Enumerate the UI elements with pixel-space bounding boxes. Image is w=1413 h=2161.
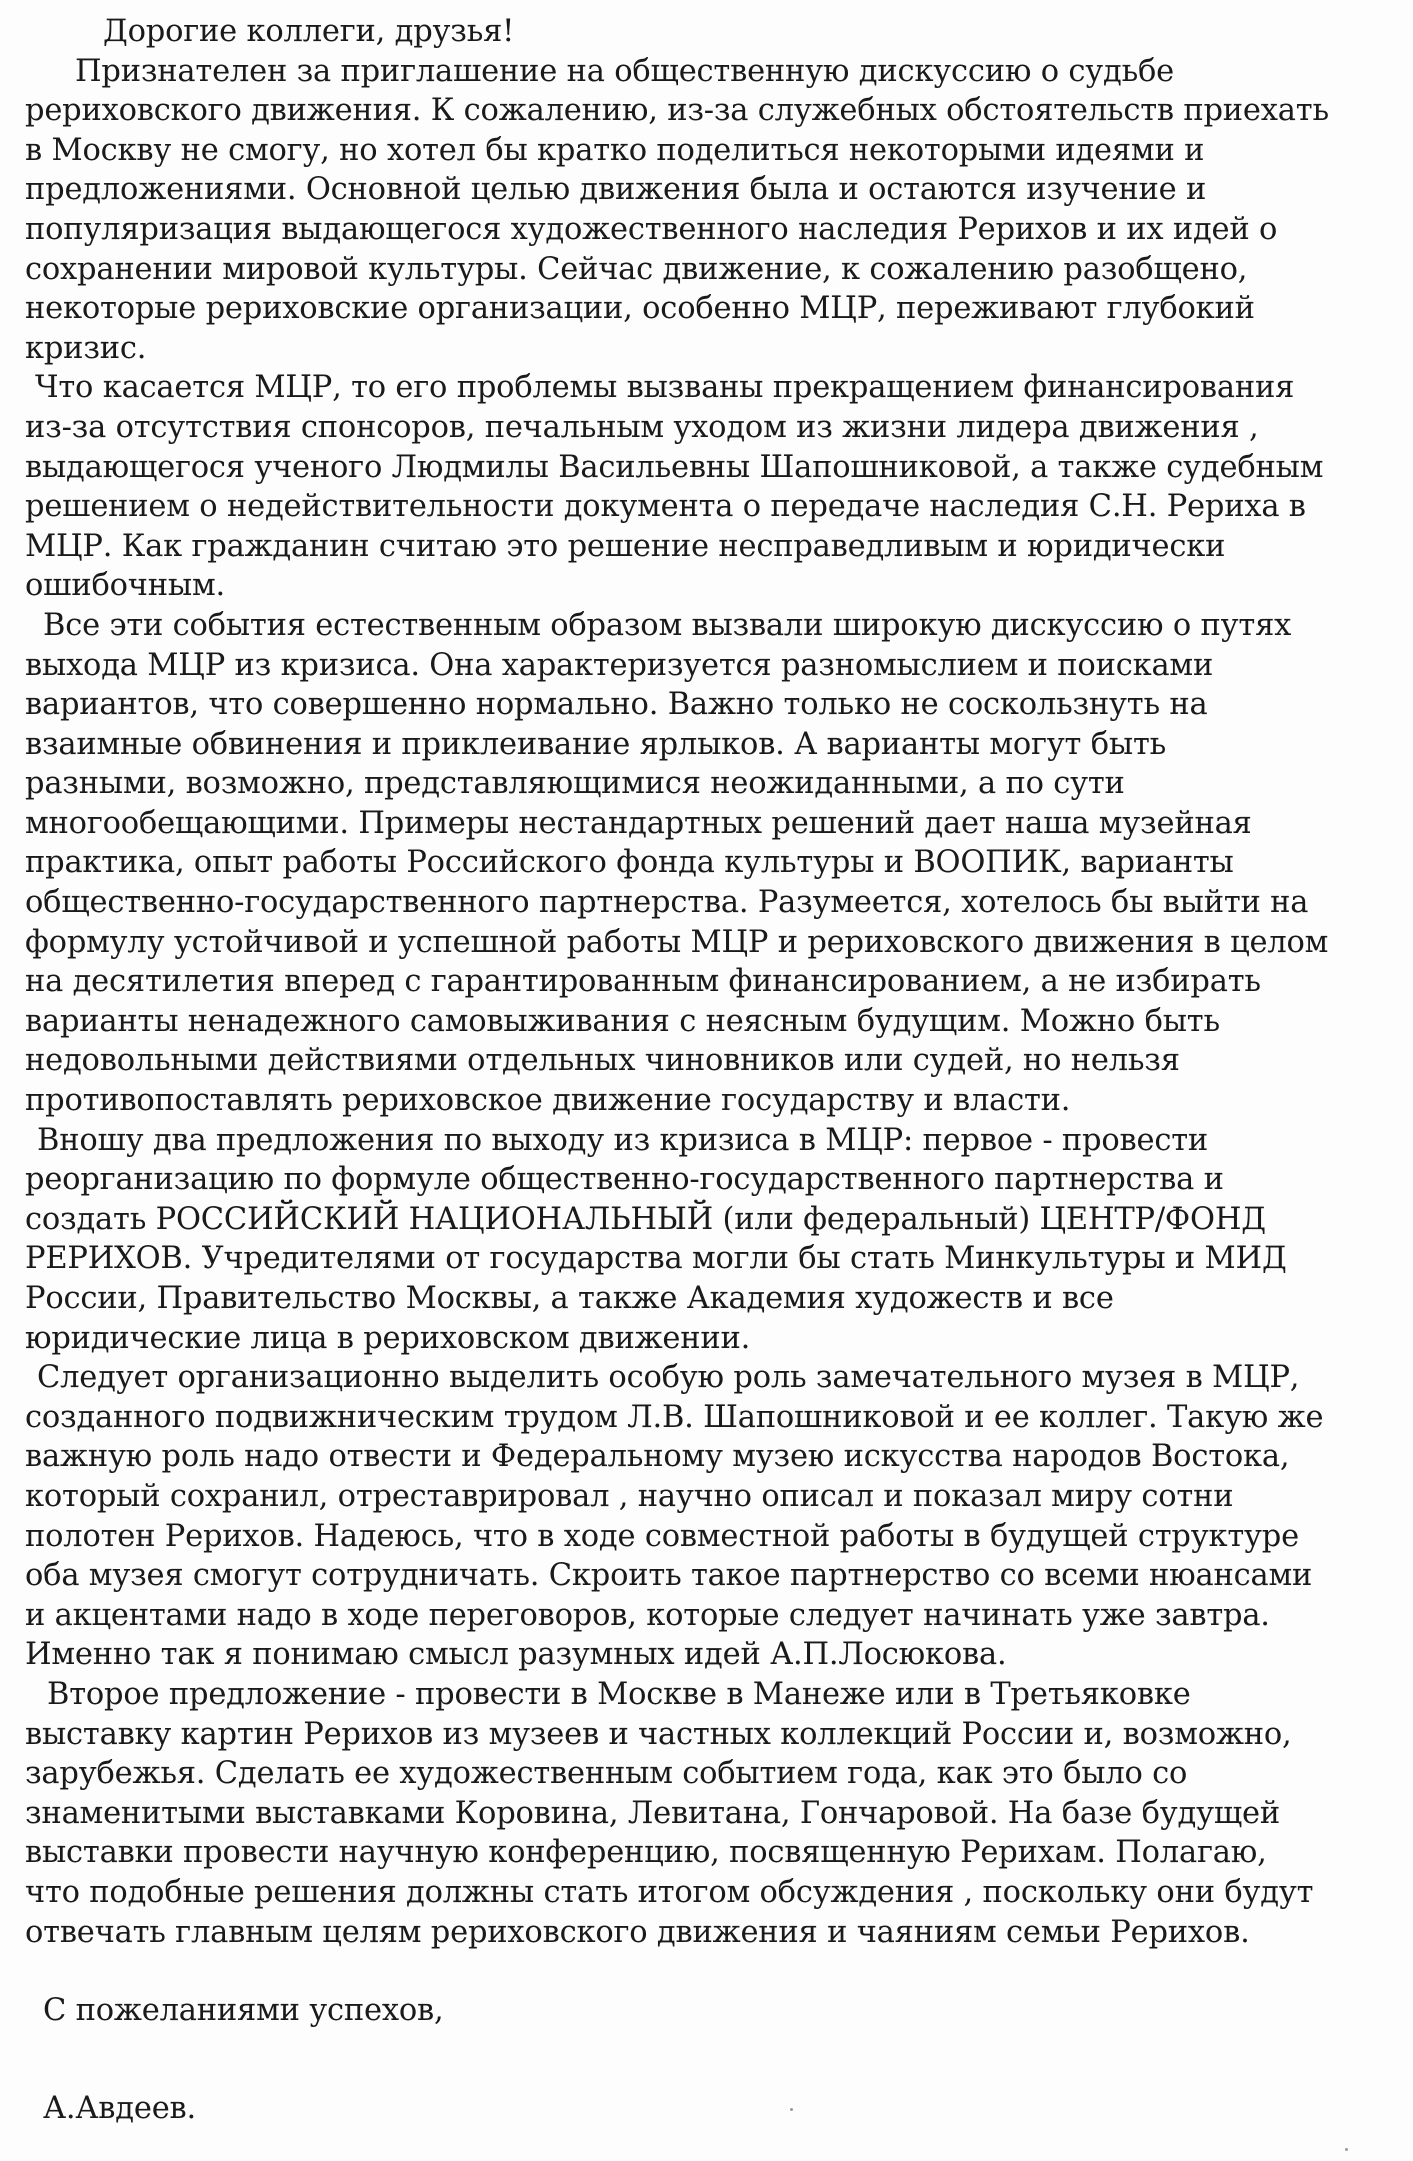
text-line: Вношу два предложения по выходу из кризиса в МЦР: первое - провести: [37, 1122, 1209, 1158]
text-line: практика, опыт работы Российского фонда культуры и ВООПИК, варианты: [25, 845, 1234, 881]
text-line: в Москву не смогу, но хотел бы кратко поделиться некоторыми идеями и: [25, 132, 1205, 168]
text-line: предложениями. Основной целью движения была и остаются изучение и: [25, 172, 1207, 208]
signature: А.Авдеев.: [43, 2090, 197, 2126]
text-line: многообещающими. Примеры нестандартных решений дает наша музейная: [25, 805, 1252, 841]
text-line: выставку картин Рерихов из музеев и частных коллекций России и, возможно,: [25, 1716, 1292, 1752]
scan-speck: [1345, 2148, 1348, 2151]
text-line: созданного подвижническим трудом Л.В. Шапошниковой и ее коллег. Такую же: [25, 1399, 1324, 1435]
letter-body: [25, 12, 1410, 2128]
text-line: России, Правительство Москвы, а также Академия художеств и все: [25, 1281, 1114, 1316]
text-line: формулу устойчивой и успешной работы МЦР и рериховского движения в целом: [25, 924, 1329, 960]
paragraph-3: [25, 606, 1410, 1121]
text-line: Следует организационно выделить особую роль замечательного музея в МЦР,: [37, 1360, 1300, 1396]
spacer: [25, 1952, 1410, 1991]
text-line: важную роль надо отвести и Федеральному музею искусства народов Востока,: [25, 1439, 1290, 1475]
spacer: [25, 2031, 1410, 2089]
text-line: некоторые рериховские организации, особенно МЦР, переживают глубокий: [25, 291, 1255, 327]
text-line: реорганизацию по формуле общественно-государственного партнерства и: [25, 1162, 1224, 1198]
text-line: решением о недействительности документа о передаче наследия С.Н. Рериха в: [25, 489, 1306, 525]
text-line: ошибочным.: [25, 568, 225, 604]
salutation: Дорогие коллеги, друзья!: [103, 14, 515, 49]
text-line: вариантов, что совершенно нормально. Важно только не соскользнуть на: [25, 687, 1208, 723]
text-line: знаменитыми выставками Коровина, Левитана, Гончаровой. На базе будущей: [25, 1795, 1280, 1831]
paragraph-6: [25, 1675, 1410, 1952]
text-line: из-за отсутствия спонсоров, печальным уходом из жизни лидера движения ,: [25, 409, 1259, 445]
text-line: создать РОССИЙСКИЙ НАЦИОНАЛЬНЫЙ (или федеральный) ЦЕНТР/ФОНД: [25, 1201, 1266, 1237]
text-line: рериховского движения. К сожалению, из-за служебных обстоятельств приехать: [25, 93, 1329, 129]
text-line: что подобные решения должны стать итогом обсуждения , поскольку они будут: [25, 1874, 1314, 1910]
text-line: общественно-государственного партнерства. Разумеется, хотелось бы выйти на: [25, 885, 1309, 921]
text-line: на десятилетия вперед с гарантированным финансированием, а не избирать: [25, 964, 1261, 1000]
text-line: сохранении мировой культуры. Сейчас движение, к сожалению разобщено,: [25, 251, 1248, 287]
text-line: популяризация выдающегося художественного наследия Рерихов и их идей о: [25, 211, 1278, 247]
text-line: Все эти события естественным образом вызвали широкую дискуссию о путях: [43, 607, 1292, 643]
text-line: разными, возможно, представляющимися неожиданными, а по сути: [25, 766, 1125, 802]
text-line: Признателен за приглашение на общественную дискуссию о судьбе: [75, 53, 1174, 89]
text-line: кризис.: [25, 330, 147, 366]
text-line: выставки провести научную конференцию, посвященную Рерихам. Полагаю,: [25, 1835, 1267, 1871]
text-line: зарубежья. Сделать ее художественным событием года, как это было со: [25, 1756, 1188, 1792]
text-line: и акцентами надо в ходе переговоров, которые следует начинать уже завтра.: [25, 1597, 1270, 1633]
text-line: РЕРИХОВ. Учредителями от государства могли бы стать Минкультуры и МИД: [25, 1241, 1287, 1277]
closing-line: С пожеланиями успехов,: [43, 1993, 444, 2029]
paragraph-5: [25, 1358, 1410, 1675]
scan-speck: [790, 2108, 793, 2111]
text-line: Что касается МЦР, то его проблемы вызваны прекращением финансирования: [35, 370, 1295, 406]
text-line: который сохранил, отреставрировал , научно описал и показал миру сотни: [25, 1478, 1234, 1514]
text-line: выхода МЦР из кризиса. Она характеризуется разномыслием и поисками: [25, 647, 1214, 683]
text-line: оба музея смогут сотрудничать. Скроить такое партнерство со всеми нюансами: [25, 1558, 1313, 1594]
text-line: Именно так я понимаю смысл разумных идей А.П.Лосюкова.: [25, 1637, 1007, 1673]
text-line: выдающегося ученого Людмилы Васильевны Шапошниковой, а также судебным: [25, 449, 1324, 485]
text-line: отвечать главным целям рериховского движения и чаяниям семьи Рерихов.: [25, 1914, 1250, 1950]
paragraph-4: [25, 1121, 1410, 1359]
text-line: МЦР. Как гражданин считаю это решение несправедливым и юридически: [25, 528, 1226, 564]
text-line: противопоставлять рериховское движение государству и власти.: [25, 1083, 1071, 1119]
text-line: недовольными действиями отдельных чиновников или судей, но нельзя: [25, 1043, 1180, 1079]
text-line: полотен Рерихов. Надеюсь, что в ходе совместной работы в будущей структуре: [25, 1518, 1299, 1554]
text-line: Второе предложение - провести в Москве в Манеже или в Третьяковке: [47, 1676, 1191, 1712]
paragraph-1: [25, 52, 1410, 369]
text-line: варианты ненадежного самовыживания с неясным будущим. Можно быть: [25, 1003, 1220, 1039]
paragraph-2: [25, 368, 1410, 606]
text-line: взаимные обвинения и приклеивание ярлыков. А варианты могут быть: [25, 726, 1167, 762]
text-line: юридические лица в рериховском движении.: [25, 1320, 751, 1356]
